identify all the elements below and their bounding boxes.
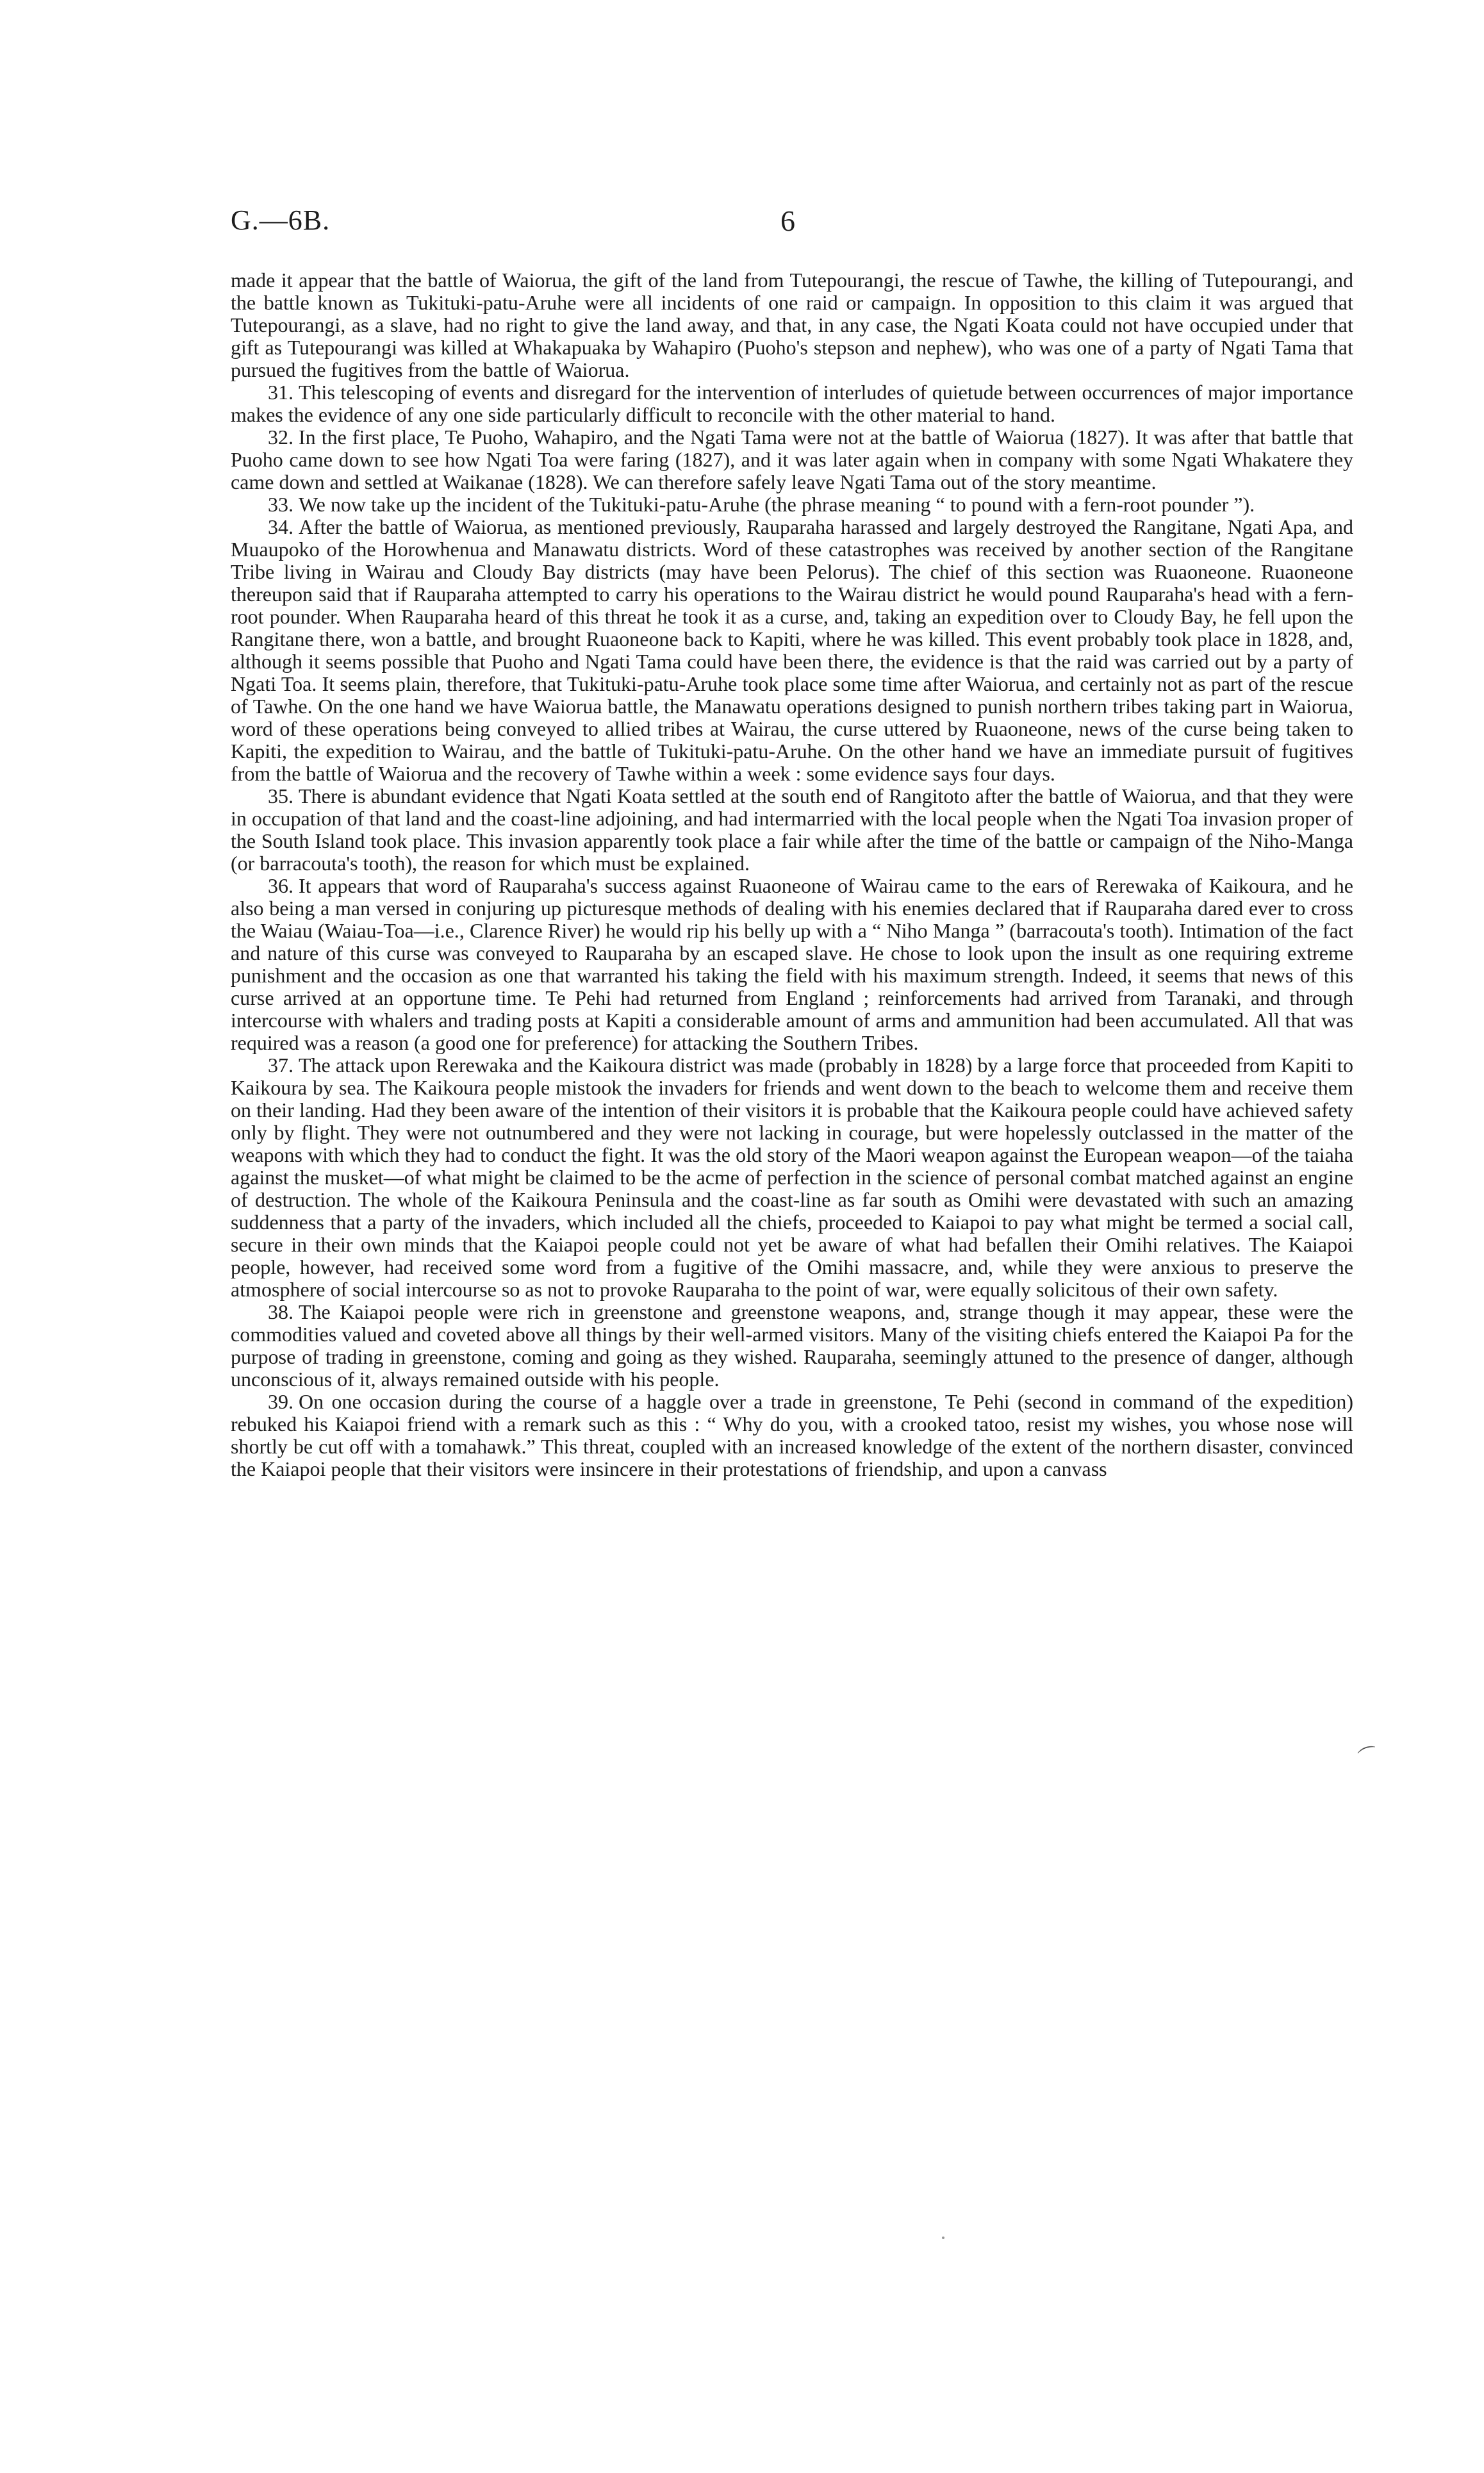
paragraph-text: There is abundant evidence that Ngati Koata settled at the south end of Rangitoto after the battle of Waiorua, and that they were in occupation of that land and the coast-line adjoining, and had intermarried with the local people when the Ngati Toa invasion proper of the South Island took place. This invasion apparently took place a fair while after the time of the battle or campaign of the Niho-Manga (or barracouta's tooth), the reason for which must be explained.: [231, 784, 1353, 875]
paragraph-34: [231, 516, 1353, 785]
paragraph-35: [231, 785, 1353, 875]
document-reference: G.—6B.: [231, 204, 331, 236]
paragraph-number: 34.: [268, 515, 293, 538]
paragraph-37: [231, 1054, 1353, 1301]
scan-speck: [942, 2237, 944, 2239]
paragraph-39: [231, 1391, 1353, 1480]
paragraph-33: [231, 493, 1353, 516]
continuation-paragraph: made it appear that the battle of Waiorua, the gift of the land from Tutepourangi, the rescue of Tawhe, the killing of Tutepourangi, and the battle known as Tukituki-patu-Aruhe were all incidents of one raid or campaign. In opposition to this claim it was argued that Tutepourangi, as a slave, had no right to give the land away, and that, in any case, the Ngati Koata could not have occupied under that gift as Tutepourangi was killed at Whakapuaka by Wahapiro (Puoho's stepson and nephew), who was one of a party of Ngati Tama that pursued the fugitives from the battle of Waiorua.: [231, 269, 1353, 381]
paragraph-number: 31.: [268, 381, 293, 404]
paragraph-number: 33.: [268, 493, 293, 516]
paragraph-31: [231, 381, 1353, 426]
paragraph-text: On one occasion during the course of a haggle over a trade in greenstone, Te Pehi (second in command of the expedition) rebuked his Kaiapoi friend with a remark such as this : “ Why do you, with a crooked tatoo, resist my wishes, you whose nose will shortly be cut off with a tomahawk.” This threat, coupled with an increased knowledge of the extent of the northern disaster, convinced the Kaiapoi people that their visitors were insincere in their protestations of friendship, and upon a canvass: [231, 1390, 1353, 1480]
paragraph-text: The Kaiapoi people were rich in greenstone and greenstone weapons, and, strange though it may appear, these were the commodities valued and coveted above all things by their well-armed visitors. Many of the visiting chiefs entered the Kaiapoi Pa for the purpose of trading in greenstone, coming and going as they wished. Rauparaha, seemingly attuned to the presence of danger, although unconscious of it, always remained outside with his people.: [231, 1300, 1353, 1391]
margin-pencil-mark: ⌒: [1356, 1743, 1381, 1770]
paragraph-number: 32.: [268, 426, 293, 449]
paragraph-text: It appears that word of Rauparaha's success against Ruaoneone of Wairau came to the ears of Rerewaka of Kaikoura, and he also being a man versed in conjuring up picturesque methods of dealing with his enemies declared that if Rauparaha dared ever to cross the Waiau (Waiau-Toa—i.e., Clarence River) he would rip his belly up with a “ Niho Manga ” (barracouta's tooth). Intimation of the fact and nature of this curse was conveyed to Rauparaha by an escaped slave. He chose to look upon the insult as one requiring extreme punishment and the occasion as one that warranted his taking the field with his maximum strength. Indeed, it seems that news of this curse arrived at an opportune time. Te Pehi had returned from England ; reinforcements had arrived from Taranaki, and through intercourse with whalers and trading posts at Kapiti a considerable amount of arms and ammunition had been accumulated. All that was required was a reason (a good one for preference) for attacking the Southern Tribes.: [231, 874, 1353, 1054]
paragraph-number: 39.: [268, 1390, 293, 1413]
body-text: [231, 269, 1353, 1480]
paragraph-number: 37.: [268, 1054, 293, 1077]
paragraph-text: In the first place, Te Puoho, Wahapiro, and the Ngati Tama were not at the battle of Waiorua (1827). It was after that battle that Puoho came down to see how Ngati Toa were faring (1827), and it was later again when in company with some Ngati Whakatere they came down and settled at Waikanae (1828). We can therefore safely leave Ngati Tama out of the story meantime.: [231, 426, 1353, 493]
paragraph-36: [231, 875, 1353, 1054]
page-header: [231, 204, 1230, 242]
paragraph-text: This telescoping of events and disregard for the intervention of interludes of quietude between occurrences of major importance makes the evidence of any one side particularly difficult to reconcile with the other material to hand.: [231, 381, 1353, 426]
paragraph-text: After the battle of Waiorua, as mentioned previously, Rauparaha harassed and largely destroyed the Rangitane, Ngati Apa, and Muaupoko of the Horowhenua and Manawatu districts. Word of these catastrophes was received by another section of the Rangitane Tribe living in Wairau and Cloudy Bay districts (may have been Pelorus). The chief of this section was Ruaoneone. Ruaoneone thereupon said that if Rauparaha attempted to carry his operations to the Wairau district he would pound Rauparaha's head with a fern-root pounder. When Rauparaha heard of this threat he took it as a curse, and, taking an expedition over to Cloudy Bay, he fell upon the Rangitane there, won a battle, and brought Ruaoneone back to Kapiti, where he was killed. This event probably took place in 1828, and, although it seems possible that Puoho and Ngati Tama could have been there, the evidence is that the raid was carried out by a party of Ngati Toa. It seems plain, therefore, that Tukituki-patu-Aruhe took place some time after Waiorua, and certainly not as part of the rescue of Tawhe. On the one hand we have Waiorua battle, the Manawatu operations designed to punish northern tribes taking part in Waiorua, word of these operations being conveyed to allied tribes at Wairau, the curse uttered by Ruaoneone, news of the curse being taken to Kapiti, the expedition to Wairau, and the battle of Tukituki-patu-Aruhe. On the other hand we have an immediate pursuit of fugitives from the battle of Waiorua and the recovery of Tawhe within a week : some evidence says four days.: [231, 515, 1353, 785]
page-number: 6: [780, 204, 795, 237]
paragraph-number: 38.: [268, 1300, 293, 1323]
paragraph-38: [231, 1301, 1353, 1391]
paragraph-number: 35.: [268, 784, 293, 807]
paragraph-32: [231, 426, 1353, 493]
paragraph-number: 36.: [268, 874, 293, 897]
paragraph-text: The attack upon Rerewaka and the Kaikoura district was made (probably in 1828) by a large force that proceeded from Kapiti to Kaikoura by sea. The Kaikoura people mistook the invaders for friends and went down to the beach to welcome them and receive them on their landing. Had they been aware of the intention of their visitors it is probable that the Kaikoura people could have achieved safety only by flight. They were not outnumbered and they were not lacking in courage, but were hopelessly outclassed in the matter of the weapons with which they had to conduct the fight. It was the old story of the Maori weapon against the European weapon—of the taiaha against the musket—of what might be claimed to be the acme of perfection in the science of personal combat matched against an engine of destruction. The whole of the Kaikoura Peninsula and the coast-line as far south as Omihi were devastated with such an amazing suddenness that a party of the invaders, which included all the chiefs, proceeded to Kaiapoi to pay what might be termed a social call, secure in their own minds that the Kaiapoi people could not yet be aware of what had befallen their Omihi relatives. The Kaiapoi people, however, had received some word from a fugitive of the Omihi massacre, and, while they were anxious to preserve the atmosphere of social intercourse so as not to provoke Rauparaha to the point of war, were equally solicitous of their own safety.: [231, 1054, 1353, 1301]
paragraph-text: We now take up the incident of the Tukituki-patu-Aruhe (the phrase meaning “ to pound with a fern-root pounder ”).: [299, 493, 1255, 516]
